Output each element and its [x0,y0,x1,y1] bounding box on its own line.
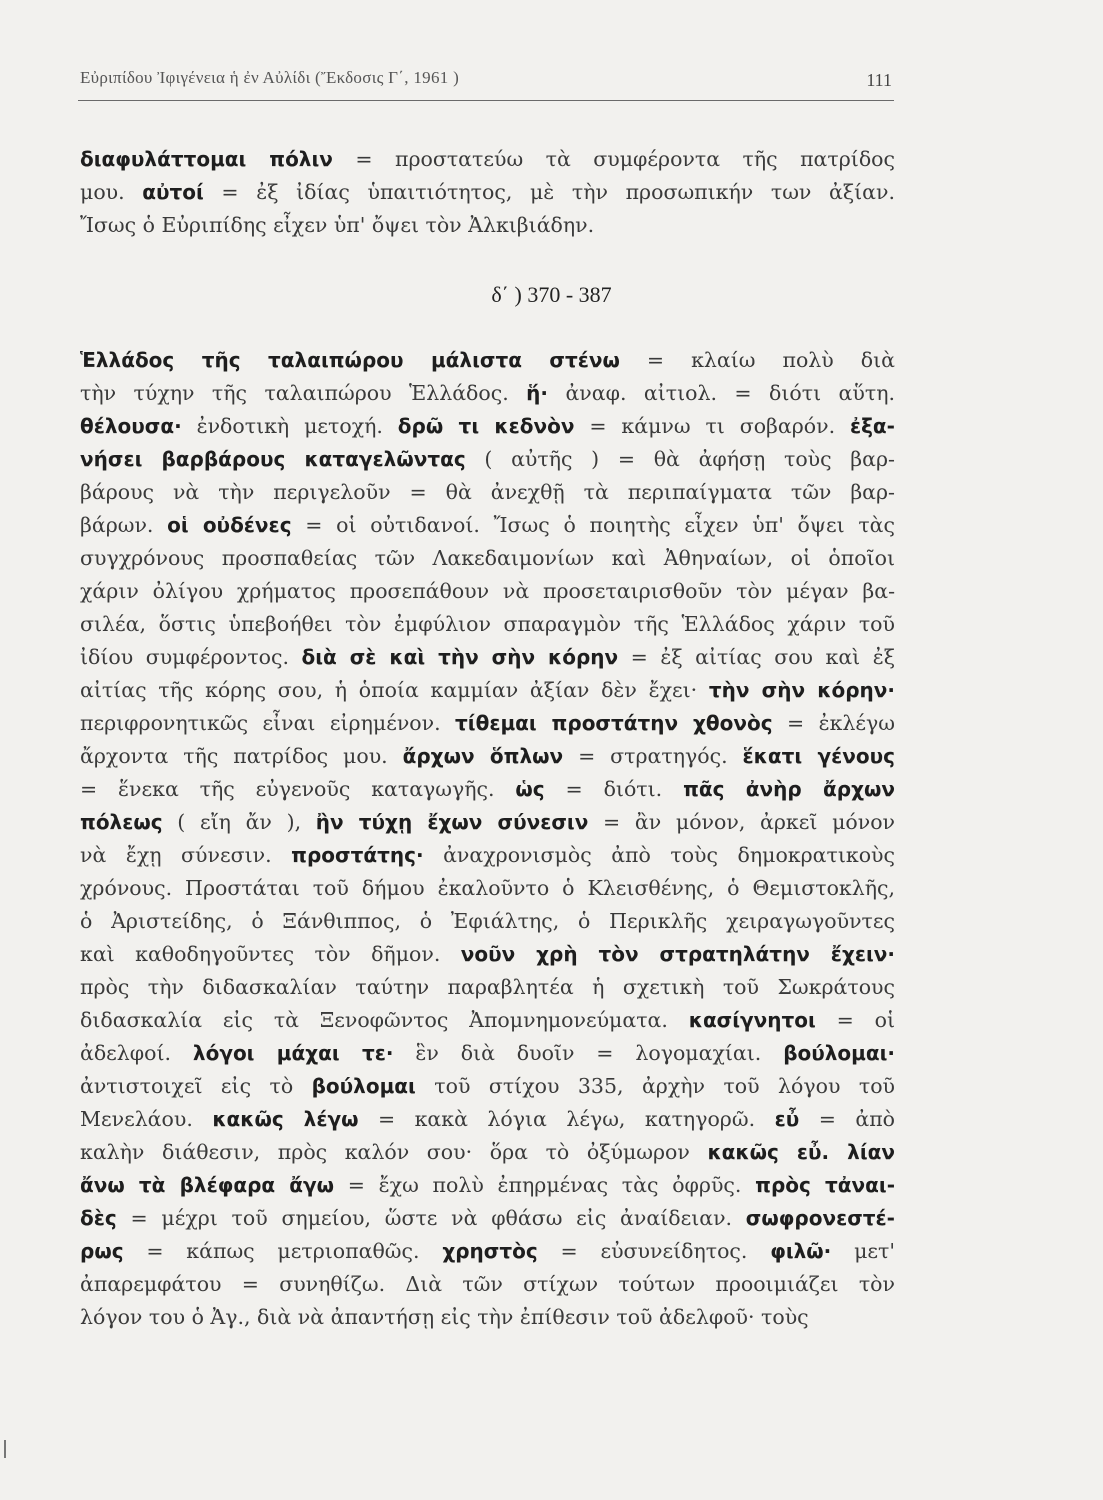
lemma-term: σωφρονεστέ- [745,1206,895,1230]
lemma-term: πόλεως [80,810,163,834]
gloss-text: λόγον του ὁ Ἀγ., διὰ νὰ ἀπαντήσῃ εἰς τὴν ἐπίθεσιν τοῦ ἀδελφοῦ· τοὺς [80,1305,809,1329]
text-line [80,1202,895,1235]
gloss-text: ἄρχοντα τῆς πατρίδος μου. [80,744,403,768]
text-line [80,1136,895,1169]
gloss-text: ἰδίου συμφέροντος. [80,645,302,669]
gloss-text: = ἔχω πολὺ ἐπηρμένας τὰς ὀφρῦς. [334,1173,756,1197]
text-line [80,1103,895,1136]
gloss-text: μου. [80,180,143,204]
text-line [80,740,895,773]
text-line [80,608,895,641]
lemma-term: κασίγνητοι [688,1008,816,1032]
gloss-text: συγχρόνους προσπαθείας τῶν Λακεδαιμονίων καὶ Ἀθηναίων, οἱ ὁποῖοι [80,546,895,570]
lemma-term: δρῶ τι κεδνὸν [397,414,575,438]
lemma-term: θέλουσα· [80,414,182,438]
text-line [80,377,895,410]
lemma-term: εὖ [774,1107,800,1131]
text-line [80,443,895,476]
text-line [80,872,895,905]
gloss-text: = κάπως μετριοπαθῶς. [123,1239,443,1263]
lemma-term: πρὸς τἀναι- [755,1173,896,1197]
lemma-term: τίθεμαι προστάτην χθονὸς [455,711,773,735]
text-line [80,209,895,242]
gloss-text: = οἱ οὐτιδανοί. Ἴσως ὁ ποιητὴς εἶχεν ὑπ' ὄψει τὰς [291,513,895,537]
gloss-text: ἀναφ. αἰτιολ. = διότι αὕτη. [548,381,896,405]
text-line [80,143,895,176]
lemma-term: φιλῶ· [770,1239,832,1263]
lemma-term: Ἑλλάδος τῆς ταλαιπώρου μάλιστα στένω [80,348,620,372]
text-line [80,1169,895,1202]
lemma-term: αὐτοί [142,180,204,204]
lemma-term: τὴν σὴν κόρην· [708,678,896,702]
gloss-text: ἀντιστοιχεῖ εἰς τὸ [80,1074,312,1098]
lemma-term: προστάτης· [291,843,424,867]
text-line [80,476,895,509]
text-line [80,509,895,542]
gloss-text: καλὴν διάθεσιν, πρὸς καλόν σου· ὅρα τὸ ὀξύμωρον [80,1140,708,1164]
gloss-text: βάρων. [80,513,168,537]
gloss-text: τοῦ στίχου 335, ἀρχὴν τοῦ λόγου τοῦ [415,1074,895,1098]
gloss-text: = ἂν μόνον, ἀρκεῖ μόνον [588,810,896,834]
text-line [80,176,895,209]
gloss-text: = διότι. [544,777,684,801]
lemma-term: ἄνω τὰ βλέφαρα ἄγω [80,1173,335,1197]
gloss-text: μετ' [831,1239,895,1263]
gloss-text: = ἐξ αἰτίας σου καὶ ἐξ [618,645,896,669]
text-line [80,674,895,707]
lemma-term: λόγοι μάχαι τε· [192,1041,394,1065]
gloss-text: Μενελάου. [80,1107,213,1131]
text-line [80,542,895,575]
text-line [80,410,895,443]
lemma-term: χρηστὸς [442,1239,538,1263]
gloss-text: = ἐξ ἰδίας ὑπαιτιότητος, μὲ τὴν προσωπικήν των ἀξίαν. [203,180,895,204]
gloss-text: ἀδελφοί. [80,1041,193,1065]
gloss-text: διδασκαλία εἰς τὰ Ξενοφῶντος Ἀπομνημονεύματα. [80,1008,689,1032]
gloss-text: σιλέα, ὅστις ὑπεβοήθει τὸν ἐμφύλιον σπαραγμὸν τῆς Ἑλλάδος χάριν τοῦ [80,612,895,636]
gloss-text: ἀναχρονισμὸς ἀπὸ τοὺς δημοκρατικοὺς [423,843,895,867]
gloss-text: τὴν τύχην τῆς ταλαιπώρου Ἑλλάδος. [80,381,527,405]
lemma-term: ρως [80,1239,124,1263]
intro-paragraph [80,143,895,242]
gloss-text: = κακὰ λόγια λέγω, κατηγορῶ. [358,1107,775,1131]
text-line [80,905,895,938]
gloss-text: = ἕνεκα τῆς εὐγενοῦς καταγωγῆς. [80,777,516,801]
gloss-text: ἓν διὰ δυοῖν = λογομαχίαι. [393,1041,784,1065]
text-line [80,1004,895,1037]
gloss-text: ( εἴη ἄν ), [162,810,316,834]
lemma-term: ἥ· [526,381,549,405]
lemma-term: νοῦν χρὴ τὸν στρατηλάτην ἔχειν· [460,942,895,966]
gloss-text: = στρατηγός. [563,744,743,768]
gloss-text: πρὸς τὴν διδασκαλίαν ταύτην παραβλητέα ἡ σχετικὴ τοῦ Σωκράτους [80,975,895,999]
text-line [80,1235,895,1268]
lemma-term: ὡς [515,777,545,801]
lemma-term: ἐξα- [849,414,895,438]
gloss-text: χρόνους. Προστάται τοῦ δήμου ἐκαλοῦντο ὁ Κλεισθένης, ὁ Θεμιστοκλῆς, [80,876,895,900]
gloss-text: αἰτίας τῆς κόρης σου, ἡ ὁποία καμμίαν ἀξίαν δὲν ἔχει· [80,678,709,702]
gloss-text: = κάμνω τι σοβαρόν. [574,414,850,438]
header-rule [78,100,894,101]
text-line [80,806,895,839]
gloss-text: = κλαίω πολὺ διὰ [619,348,895,372]
lemma-term: διαφυλάττομαι πόλιν [80,147,333,171]
lemma-term: ἕκατι γένους [742,744,895,768]
gloss-text: = προστατεύω τὰ συμφέροντα τῆς πατρίδος [332,147,895,171]
lemma-term: δὲς [80,1206,117,1230]
text-line [80,773,895,806]
commentary-paragraph [80,344,895,1334]
text-line [80,839,895,872]
section-heading: δ΄ ) 370 - 387 [491,282,612,307]
gloss-text: = εὐσυνείδητος. [537,1239,771,1263]
gloss-text: = ἀπὸ [799,1107,896,1131]
text-line [80,1301,895,1334]
scan-mark [4,1440,6,1458]
lemma-term: ἢν τύχῃ ἔχων σύνεσιν [315,810,589,834]
lemma-term: βούλομαι [311,1074,416,1098]
lemma-term: διὰ σὲ καὶ τὴν σὴν κόρην [301,645,619,669]
text-line [80,1268,895,1301]
lemma-term: βούλομαι· [783,1041,895,1065]
gloss-text: περιφρονητικῶς εἶναι εἰρημένον. [80,711,456,735]
running-title: Εὐριπίδου Ἰφιγένεια ἡ ἐν Αὐλίδι (Ἔκδοσις Γ΄, 1961 ) [80,68,460,87]
gloss-text: = οἱ [815,1008,896,1032]
lemma-term: οἱ οὐδένες [167,513,292,537]
text-line [80,575,895,608]
text-line [80,707,895,740]
gloss-text: ὁ Ἀριστείδης, ὁ Ξάνθιππος, ὁ Ἐφιάλτης, ὁ Περικλῆς χειραγωγοῦντες [80,909,895,933]
gloss-text: ἀπαρεμφάτου = συνηθίζω. Διὰ τῶν στίχων τούτων προοιμιάζει τὸν [80,1272,895,1296]
text-line [80,344,895,377]
gloss-text: βάρους νὰ τὴν περιγελοῦν = θὰ ἀνεχθῇ τὰ περιπαίγματα τῶν βαρ- [80,480,895,504]
text-line [80,971,895,1004]
text-line [80,641,895,674]
gloss-text: = μέχρι τοῦ σημείου, ὥστε νὰ φθάσω εἰς ἀναίδειαν. [116,1206,746,1230]
lemma-term: πᾶς ἀνὴρ ἄρχων [683,777,895,801]
gloss-text: καὶ καθοδηγοῦντες τὸν δῆμον. [80,942,461,966]
gloss-text: = ἐκλέγω [772,711,895,735]
gloss-text: ἐνδοτικὴ μετοχή. [181,414,398,438]
text-line [80,1037,895,1070]
lemma-term: ἄρχων ὅπλων [402,744,564,768]
text-line [80,1070,895,1103]
text-line [80,938,895,971]
gloss-text: χάριν ὀλίγου χρήματος προσεπάθουν νὰ προσεταιρισθοῦν τὸν μέγαν βα- [80,579,895,603]
lemma-term: νήσει βαρβάρους καταγελῶντας [80,447,466,471]
gloss-text: νὰ ἔχῃ σύνεσιν. [80,843,292,867]
gloss-text: Ἴσως ὁ Εὐριπίδης εἶχεν ὑπ' ὄψει τὸν Ἀλκιβιάδην. [80,213,595,237]
page-number: 111 [866,70,892,90]
lemma-term: κακῶς λέγω [212,1107,359,1131]
gloss-text: ( αὐτῆς ) = θὰ ἀφήσῃ τοὺς βαρ- [465,447,895,471]
lemma-term: κακῶς εὖ. λίαν [707,1140,895,1164]
